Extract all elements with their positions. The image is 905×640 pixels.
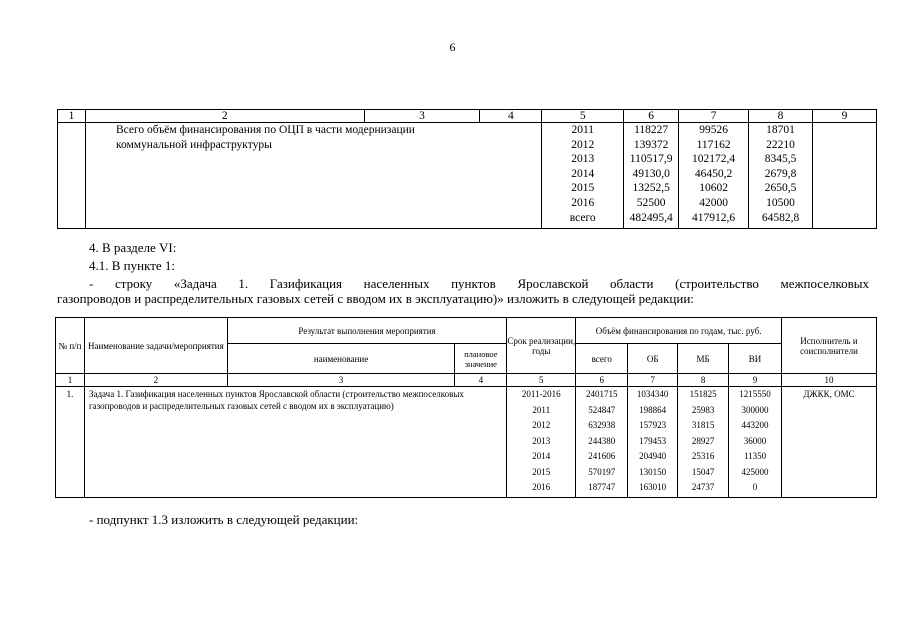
table1-mb [749, 123, 813, 229]
table2-index-row [56, 374, 877, 387]
vi-cell: 36000 [743, 435, 767, 446]
table1-index-cell: 9 [813, 110, 877, 123]
vi-cell: 443200 [741, 420, 769, 430]
vi-cell: 1215550 [739, 389, 771, 399]
ob-cell: 99526 [699, 124, 728, 136]
instruction-text [57, 276, 869, 306]
mb-cell: 25983 [691, 404, 715, 415]
financing-summary-table [57, 109, 877, 229]
year-cell: 2012 [571, 138, 595, 151]
mb-cell: 15047 [691, 466, 715, 477]
instruction-line: газопроводов и распределительных газовых сетей с вводом их в эксплуатацию)» изложить в следующей редакции: [57, 291, 694, 306]
vi-cell: 425000 [741, 466, 769, 477]
total-cell: 482495,4 [629, 211, 673, 224]
table1-desc-line: Всего объём финансирования по ОЦП в части модернизации [115, 124, 415, 136]
col-result-name-header: наименование [227, 344, 455, 374]
ob-cell: 1034340 [636, 389, 669, 399]
total-cell: 524847 [588, 404, 616, 415]
table2-index-cell: 8 [678, 374, 729, 387]
year-cell: 2012 [532, 420, 551, 430]
year-cell: 2014 [571, 167, 595, 180]
table1-totals [624, 123, 679, 229]
year-cell: 2011-2016 [521, 389, 561, 399]
total-cell: 570197 [588, 466, 616, 477]
year-cell: 2015 [532, 466, 551, 477]
executor-cell: ДЖКК, ОМС [782, 387, 877, 498]
mb-cell: 10500 [766, 196, 795, 209]
task-description: Задача 1. Газификация населенных пунктов Ярославской области (строительство межпоселковых газопроводов и распределительных газовых сетей с вводом их в эксплуатацию) [84, 387, 506, 498]
footer-instruction: - подпункт 1.3 изложить в следующей редакции: [89, 512, 359, 527]
year-cell: 2013 [532, 435, 551, 446]
table1-description [85, 123, 541, 229]
table2-index-cell: 10 [782, 374, 877, 387]
mb-cell: 2679,8 [764, 167, 797, 180]
mb-cell: 18701 [766, 124, 795, 136]
ob-cell: 179453 [639, 435, 667, 446]
table1-index-row [58, 110, 877, 123]
finance-totals [576, 387, 628, 498]
table2-index-cell: 1 [56, 374, 85, 387]
finance-vi [729, 387, 782, 498]
table1-index-cell: 1 [58, 110, 86, 123]
col-result-header: Результат выполнения мероприятия [227, 318, 507, 344]
table2-index-cell: 2 [84, 374, 227, 387]
total-cell: 52500 [636, 196, 666, 209]
table2-index-cell: 5 [507, 374, 576, 387]
page-number: 6 [449, 40, 456, 54]
table2-index-cell: 6 [576, 374, 628, 387]
total-cell: 241606 [588, 451, 616, 461]
ob-cell: 204940 [639, 451, 667, 461]
table1-data-row [58, 123, 877, 229]
year-cell: 2013 [571, 153, 595, 166]
ob-cell: 198864 [639, 404, 667, 415]
mb-cell: 8345,5 [764, 153, 797, 166]
col-vi-header: ВИ [729, 344, 782, 374]
table1-index-cell: 4 [480, 110, 542, 123]
table2-data-row [56, 387, 877, 498]
total-cell: 49130,0 [632, 167, 670, 180]
table1-ob [679, 123, 749, 229]
ob-cell: 157923 [639, 420, 667, 430]
total-cell: 244380 [588, 435, 616, 446]
table2-index-cell: 7 [628, 374, 678, 387]
mb-cell: 24737 [691, 482, 715, 492]
total-cell: 118227 [634, 124, 669, 136]
year-cell: 2015 [571, 182, 595, 195]
ob-cell: 130150 [639, 466, 667, 477]
table1-index-cell: 2 [85, 110, 364, 123]
total-cell: 139372 [633, 138, 669, 151]
ob-cell: 42000 [699, 196, 728, 209]
year-cell: 2011 [532, 404, 551, 415]
table1-index-cell: 8 [749, 110, 813, 123]
ob-cell: 117162 [696, 138, 731, 151]
mb-cell: 31815 [691, 420, 715, 430]
instruction-line: - строку «Задача 1. Газификация населенных пунктов Ярославской области (строительство межпоселковых [89, 276, 869, 291]
col-total-header: всего [576, 344, 628, 374]
col-ob-header: ОБ [628, 344, 678, 374]
table1-index-cell: 3 [364, 110, 480, 123]
item-heading: 4.1. В пункте 1: [89, 258, 176, 273]
year-cell: всего [569, 211, 596, 224]
mb-cell: 25316 [691, 451, 715, 461]
vi-cell: 300000 [741, 404, 769, 415]
section-heading: 4. В разделе VI: [89, 240, 177, 255]
total-cell: 632938 [588, 420, 616, 430]
table2-header-row [56, 318, 877, 344]
ob-cell: 46450,2 [694, 167, 733, 180]
total-cell: 2401715 [585, 389, 618, 399]
col-finance-header: Объём финансирования по годам, тыс. руб. [576, 318, 782, 344]
table1-index-cell: 5 [542, 110, 624, 123]
table1-years [542, 123, 624, 229]
mb-cell: 2650,5 [764, 182, 797, 195]
col-result-plan-header: плановое значение [455, 344, 507, 374]
year-cell: 2011 [571, 124, 595, 136]
finance-mb [678, 387, 729, 498]
vi-cell: 0 [752, 482, 758, 492]
col-num-header: № п/п [56, 318, 85, 374]
ob-cell: 163010 [639, 482, 667, 492]
finance-ob [628, 387, 678, 498]
year-cell: 2014 [532, 451, 551, 461]
ob-cell: 417912,6 [692, 211, 736, 224]
table1-index-cell: 7 [679, 110, 749, 123]
year-cell: 2016 [571, 196, 595, 209]
task-financing-table [55, 317, 877, 498]
col-name-header: Наименование задачи/мероприятия [84, 318, 227, 374]
mb-cell: 151825 [689, 389, 717, 399]
vi-cell: 11350 [743, 451, 767, 461]
total-cell: 13252,5 [632, 182, 670, 195]
mb-cell: 22210 [766, 138, 795, 151]
task-number: 1. [56, 387, 85, 498]
col-executor-header: Исполнитель и соисполнители [782, 318, 877, 374]
mb-cell: 64582,8 [761, 211, 800, 224]
col-mb-header: МБ [678, 344, 729, 374]
table1-desc-line: коммунальной инфраструктуры [115, 138, 272, 151]
term-years [507, 387, 576, 498]
total-cell: 110517,9 [629, 153, 673, 166]
mb-cell: 28927 [691, 435, 715, 446]
table2-index-cell: 4 [455, 374, 507, 387]
year-cell: 2016 [532, 482, 551, 492]
col-term-header: Срок реализации, годы [507, 318, 576, 374]
table2-index-cell: 3 [227, 374, 455, 387]
ob-cell: 10602 [699, 182, 728, 195]
total-cell: 187747 [588, 482, 616, 492]
table2-index-cell: 9 [729, 374, 782, 387]
ob-cell: 102172,4 [692, 153, 736, 166]
table1-index-cell: 6 [624, 110, 679, 123]
